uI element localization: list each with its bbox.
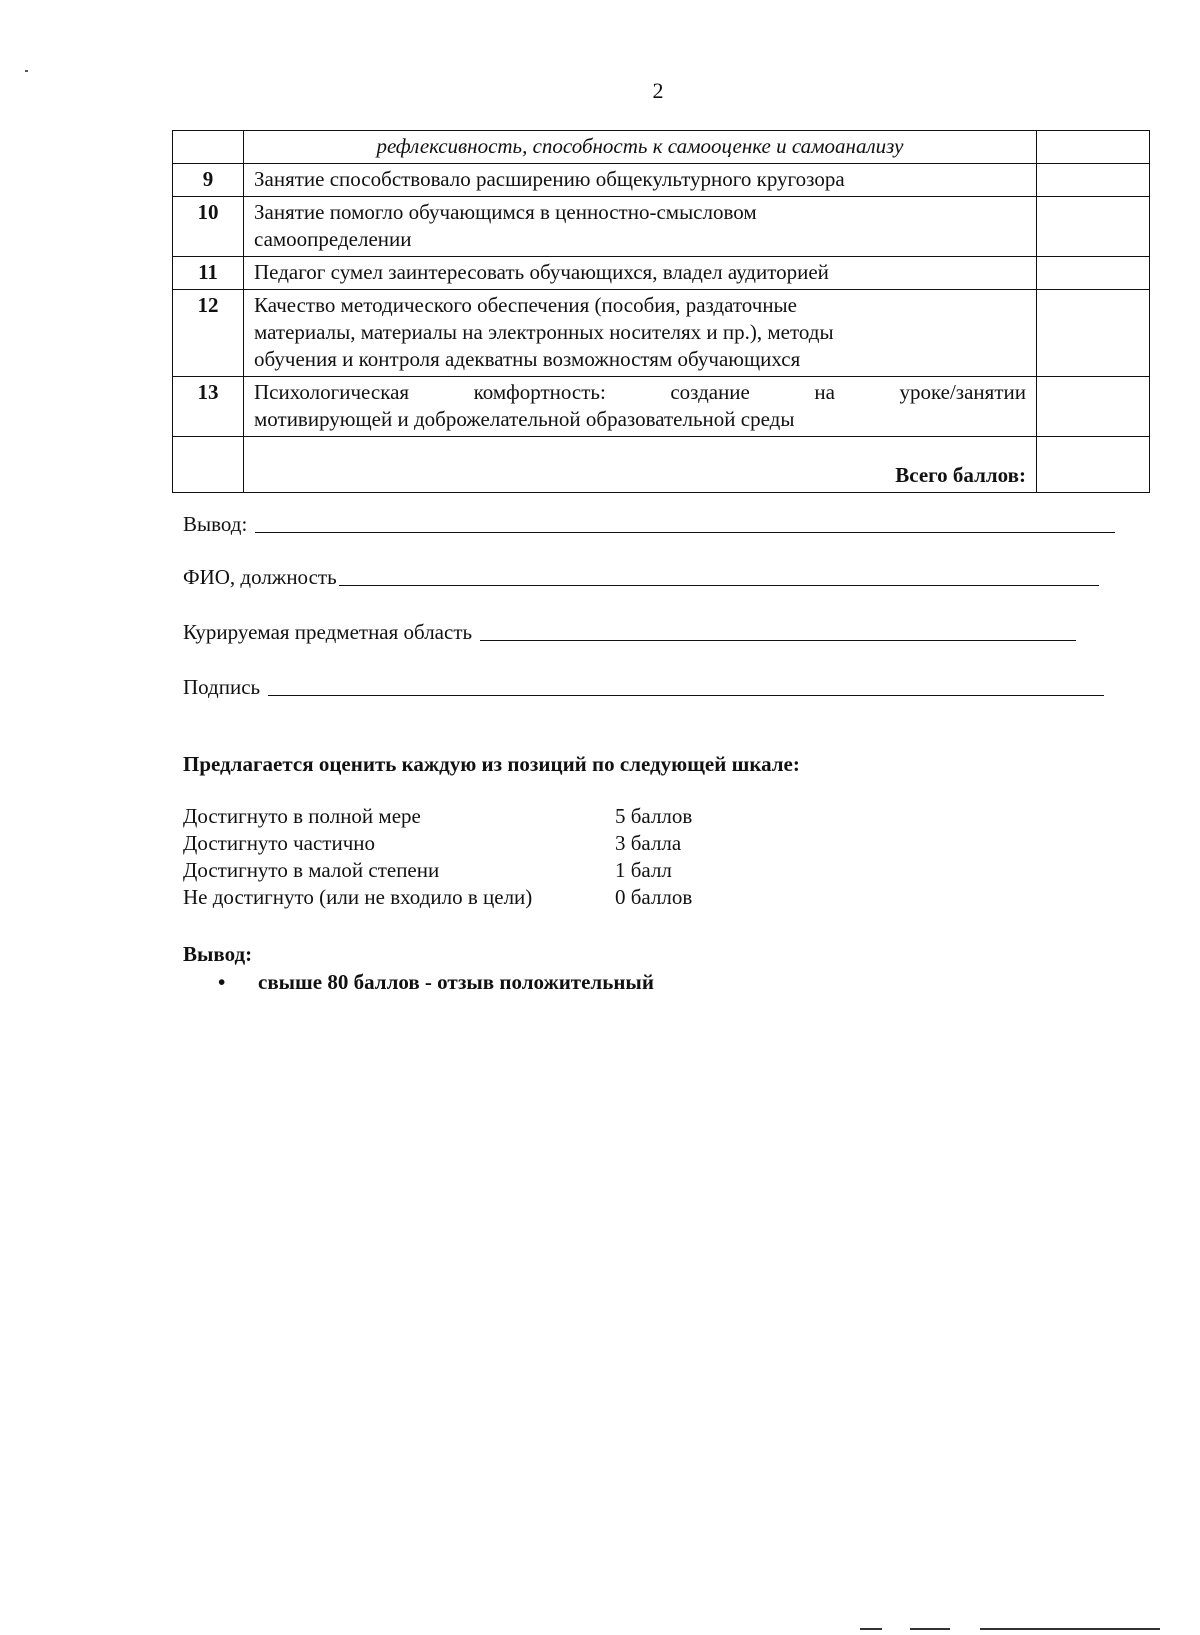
criterion-text: рефлексивность, способность к самооценке и самоанализу: [244, 131, 1037, 164]
conclusion-item-text: свыше 80 баллов - отзыв положительный: [258, 970, 654, 994]
score-cell[interactable]: [1037, 290, 1150, 377]
table-row: [173, 197, 1150, 257]
criterion-text: Занятие способствовало расширению общекультурного кругозора: [244, 164, 1037, 197]
row-number: 12: [173, 290, 244, 377]
scale-item: [183, 884, 692, 911]
row-number-empty: [173, 437, 244, 493]
criterion-word: на: [814, 380, 835, 404]
criterion-text: [244, 377, 1037, 437]
fio-field-label: ФИО, должность: [183, 565, 337, 589]
scale-item-points: 0 баллов: [615, 885, 693, 909]
criterion-line: Качество методического обеспечения (пособия, раздаточные: [254, 293, 797, 317]
conclusion-bullet-item: [218, 970, 654, 995]
row-number: 13: [173, 377, 244, 437]
row-number: 11: [173, 257, 244, 290]
criterion-text: Педагог сумел заинтересовать обучающихся, владел аудиторией: [244, 257, 1037, 290]
criterion-text: [244, 197, 1037, 257]
row-number: 9: [173, 164, 244, 197]
criterion-line: мотивирующей и доброжелательной образовательной среды: [254, 407, 795, 431]
row-number: [173, 131, 244, 164]
criterion-line: самоопределении: [254, 227, 412, 251]
conclusion-blank-line[interactable]: [255, 531, 1115, 533]
scale-title: Предлагается оценить каждую из позиций по следующей шкале:: [183, 752, 800, 776]
subject-field-label: Курируемая предметная область: [183, 620, 473, 644]
score-cell[interactable]: [1037, 197, 1150, 257]
scale-item-label: Не достигнуто (или не входило в цели): [183, 885, 533, 909]
total-score-cell[interactable]: [1037, 437, 1150, 493]
criterion-text: [244, 290, 1037, 377]
fio-blank-line[interactable]: [339, 584, 1099, 586]
table-row: [173, 164, 1150, 197]
table-row: [173, 377, 1150, 437]
conclusion-title: Вывод:: [183, 942, 253, 966]
scale-item-label: Достигнуто в полной мере: [183, 804, 421, 828]
criterion-line: обучения и контроля адекватны возможностям обучающихся: [254, 347, 801, 371]
scale-item-label: Достигнуто в малой степени: [183, 858, 440, 882]
subject-blank-line[interactable]: [480, 639, 1076, 641]
scale-item-points: 5 баллов: [615, 804, 693, 828]
bullet-icon: •: [218, 970, 226, 994]
total-label: Всего баллов:: [244, 437, 1037, 493]
score-cell[interactable]: [1037, 131, 1150, 164]
score-cell[interactable]: [1037, 164, 1150, 197]
row-number: 10: [173, 197, 244, 257]
signature-blank-line[interactable]: [268, 694, 1104, 696]
score-cell[interactable]: [1037, 257, 1150, 290]
criterion-word: комфортность:: [473, 380, 606, 404]
scale-item-points: 3 балла: [615, 831, 682, 855]
scan-edge-marks: [860, 1628, 1160, 1632]
total-row: [173, 437, 1150, 493]
scale-list: [183, 803, 692, 911]
page-number: 2: [652, 78, 664, 103]
criterion-line: материалы, материалы на электронных носителях и пр.), методы: [254, 320, 834, 344]
scale-item-points: 1 балл: [615, 858, 672, 882]
criterion-line: [254, 379, 1026, 406]
criteria-table: [172, 130, 1150, 493]
scale-item-label: Достигнуто частично: [183, 831, 376, 855]
conclusion-field: [183, 512, 1115, 537]
subject-field: [183, 620, 1076, 645]
fio-field: [183, 565, 1099, 590]
signature-field-label: Подпись: [183, 675, 261, 699]
criterion-word: создание: [670, 380, 750, 404]
criterion-word: уроке/занятии: [899, 380, 1026, 404]
conclusion-field-label: Вывод:: [183, 512, 248, 536]
scale-item: [183, 857, 692, 884]
criterion-word: Психологическая: [254, 380, 410, 404]
table-row: [173, 257, 1150, 290]
scan-speck: [25, 70, 28, 72]
scale-item: [183, 830, 692, 857]
table-row: [173, 131, 1150, 164]
scale-item: [183, 803, 692, 830]
table-row: [173, 290, 1150, 377]
score-cell[interactable]: [1037, 377, 1150, 437]
signature-field: [183, 675, 1104, 700]
criterion-line: Занятие помогло обучающимся в ценностно-смысловом: [254, 200, 757, 224]
